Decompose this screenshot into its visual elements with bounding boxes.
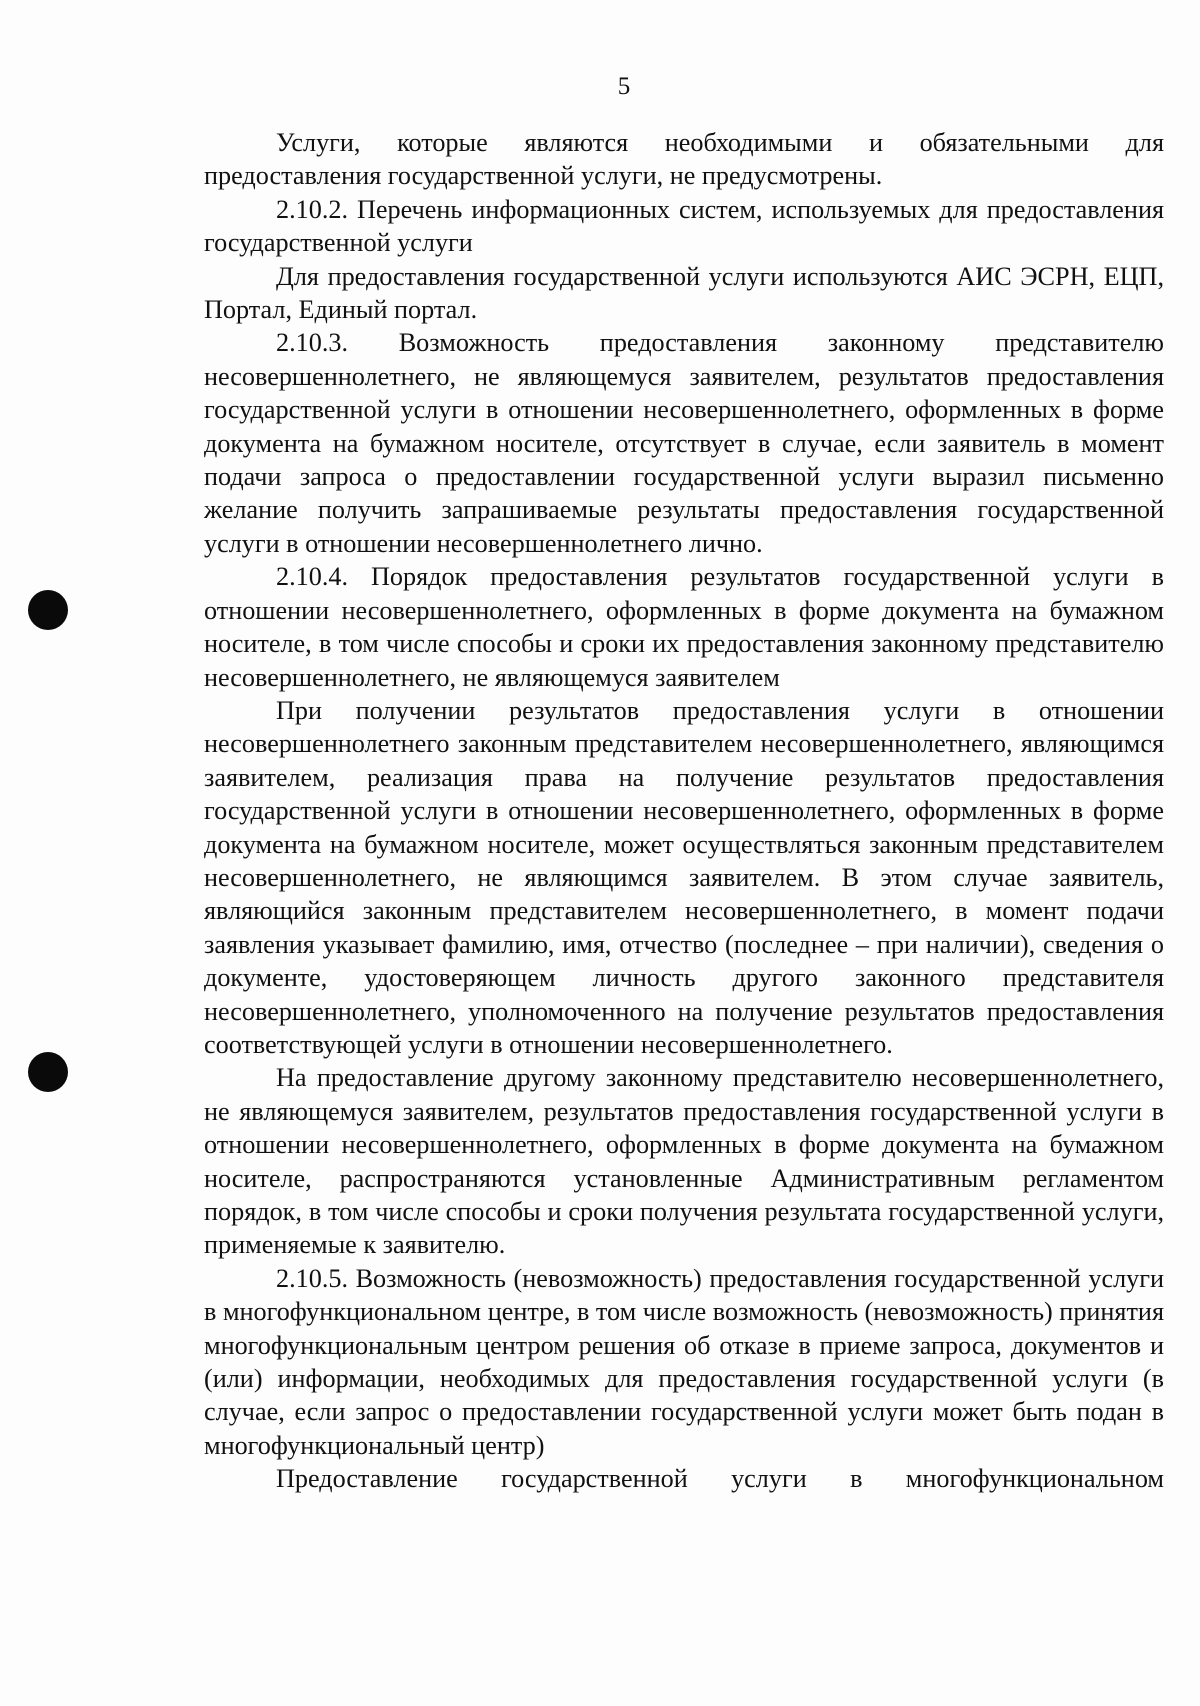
paragraph: 2.10.4. Порядок предоставления результатов государственной услуги в отношении несовершеннолетнего, оформленных в форме документа на бумажном носителе, в том числе способы и сроки их предоставления законному представителю несовершеннолетнего, не являющемуся заявителем: [204, 562, 1164, 692]
paragraph: Предоставление государственной услуги в многофункциональном: [276, 1464, 1164, 1494]
paragraph: При получении результатов предоставления услуги в отношении несовершеннолетнего законным представителем несовершеннолетнего, являющимся заявителем, реализация права на получение результатов предоставления государственной услуги в отношении несовершеннолетнего, оформленных в форме документа на бумажном носителе, может осуществляться законным представителем несовершеннолетнего, не являющимся заявителем. В этом случае заявитель, являющийся законным представителем несовершеннолетнего, в момент подачи заявления указывает фамилию, имя, отчество (последнее – при наличии), сведения о документе, удостоверяющем личность другого законного представителя несовершеннолетнего, уполномоченного на получение результатов предоставления соответствующей услуги в отношении несовершеннолетнего.: [204, 695, 1164, 1059]
paragraph: 2.10.5. Возможность (невозможность) предоставления государственной услуги в многофункциональном центре, в том числе возможность (невозможность) принятия многофункциональным центром решения об отказе в приеме запроса, документов и (или) информации, необходимых для предоставления государственной услуги (в случае, если запрос о предоставлении государственной услуги может быть подан в многофункциональный центр): [204, 1263, 1164, 1460]
paragraph: Услуги, которые являются необходимыми и обязательными для предоставления государственной услуги, не предусмотрены.: [204, 128, 1164, 191]
paragraph: Для предоставления государственной услуги используются АИС ЭСРН, ЕЦП, Портал, Единый портал.: [204, 261, 1164, 325]
paragraph: 2.10.3. Возможность предоставления законному представителю несовершеннолетнего, не являющемуся заявителем, результатов предоставления государственной услуги в отношении несовершеннолетнего, оформленных в форме документа на бумажном носителе, отсутствует в случае, если заявитель в момент подачи запроса о предоставлении государственной услуги выразил письменно желание получить запрашиваемые результаты предоставления государственной услуги в отношении несовершеннолетнего лично.: [204, 328, 1164, 558]
document-body: [204, 126, 1164, 1496]
punch-hole-mark: [28, 590, 68, 630]
page-number: 5: [617, 73, 631, 100]
paragraph: На предоставление другому законному представителю несовершеннолетнего, не являющемуся заявителем, результатов предоставления государственной услуги в отношении несовершеннолетнего, оформленных в форме документа на бумажном носителе, распространяются установленные Административным регламентом порядок, в том числе способы и сроки получения результата государственной услуги, применяемые к заявителю.: [204, 1063, 1164, 1260]
punch-hole-mark: [28, 1052, 68, 1092]
paragraph: 2.10.2. Перечень информационных систем, используемых для предоставления государственной услуги: [204, 194, 1164, 258]
